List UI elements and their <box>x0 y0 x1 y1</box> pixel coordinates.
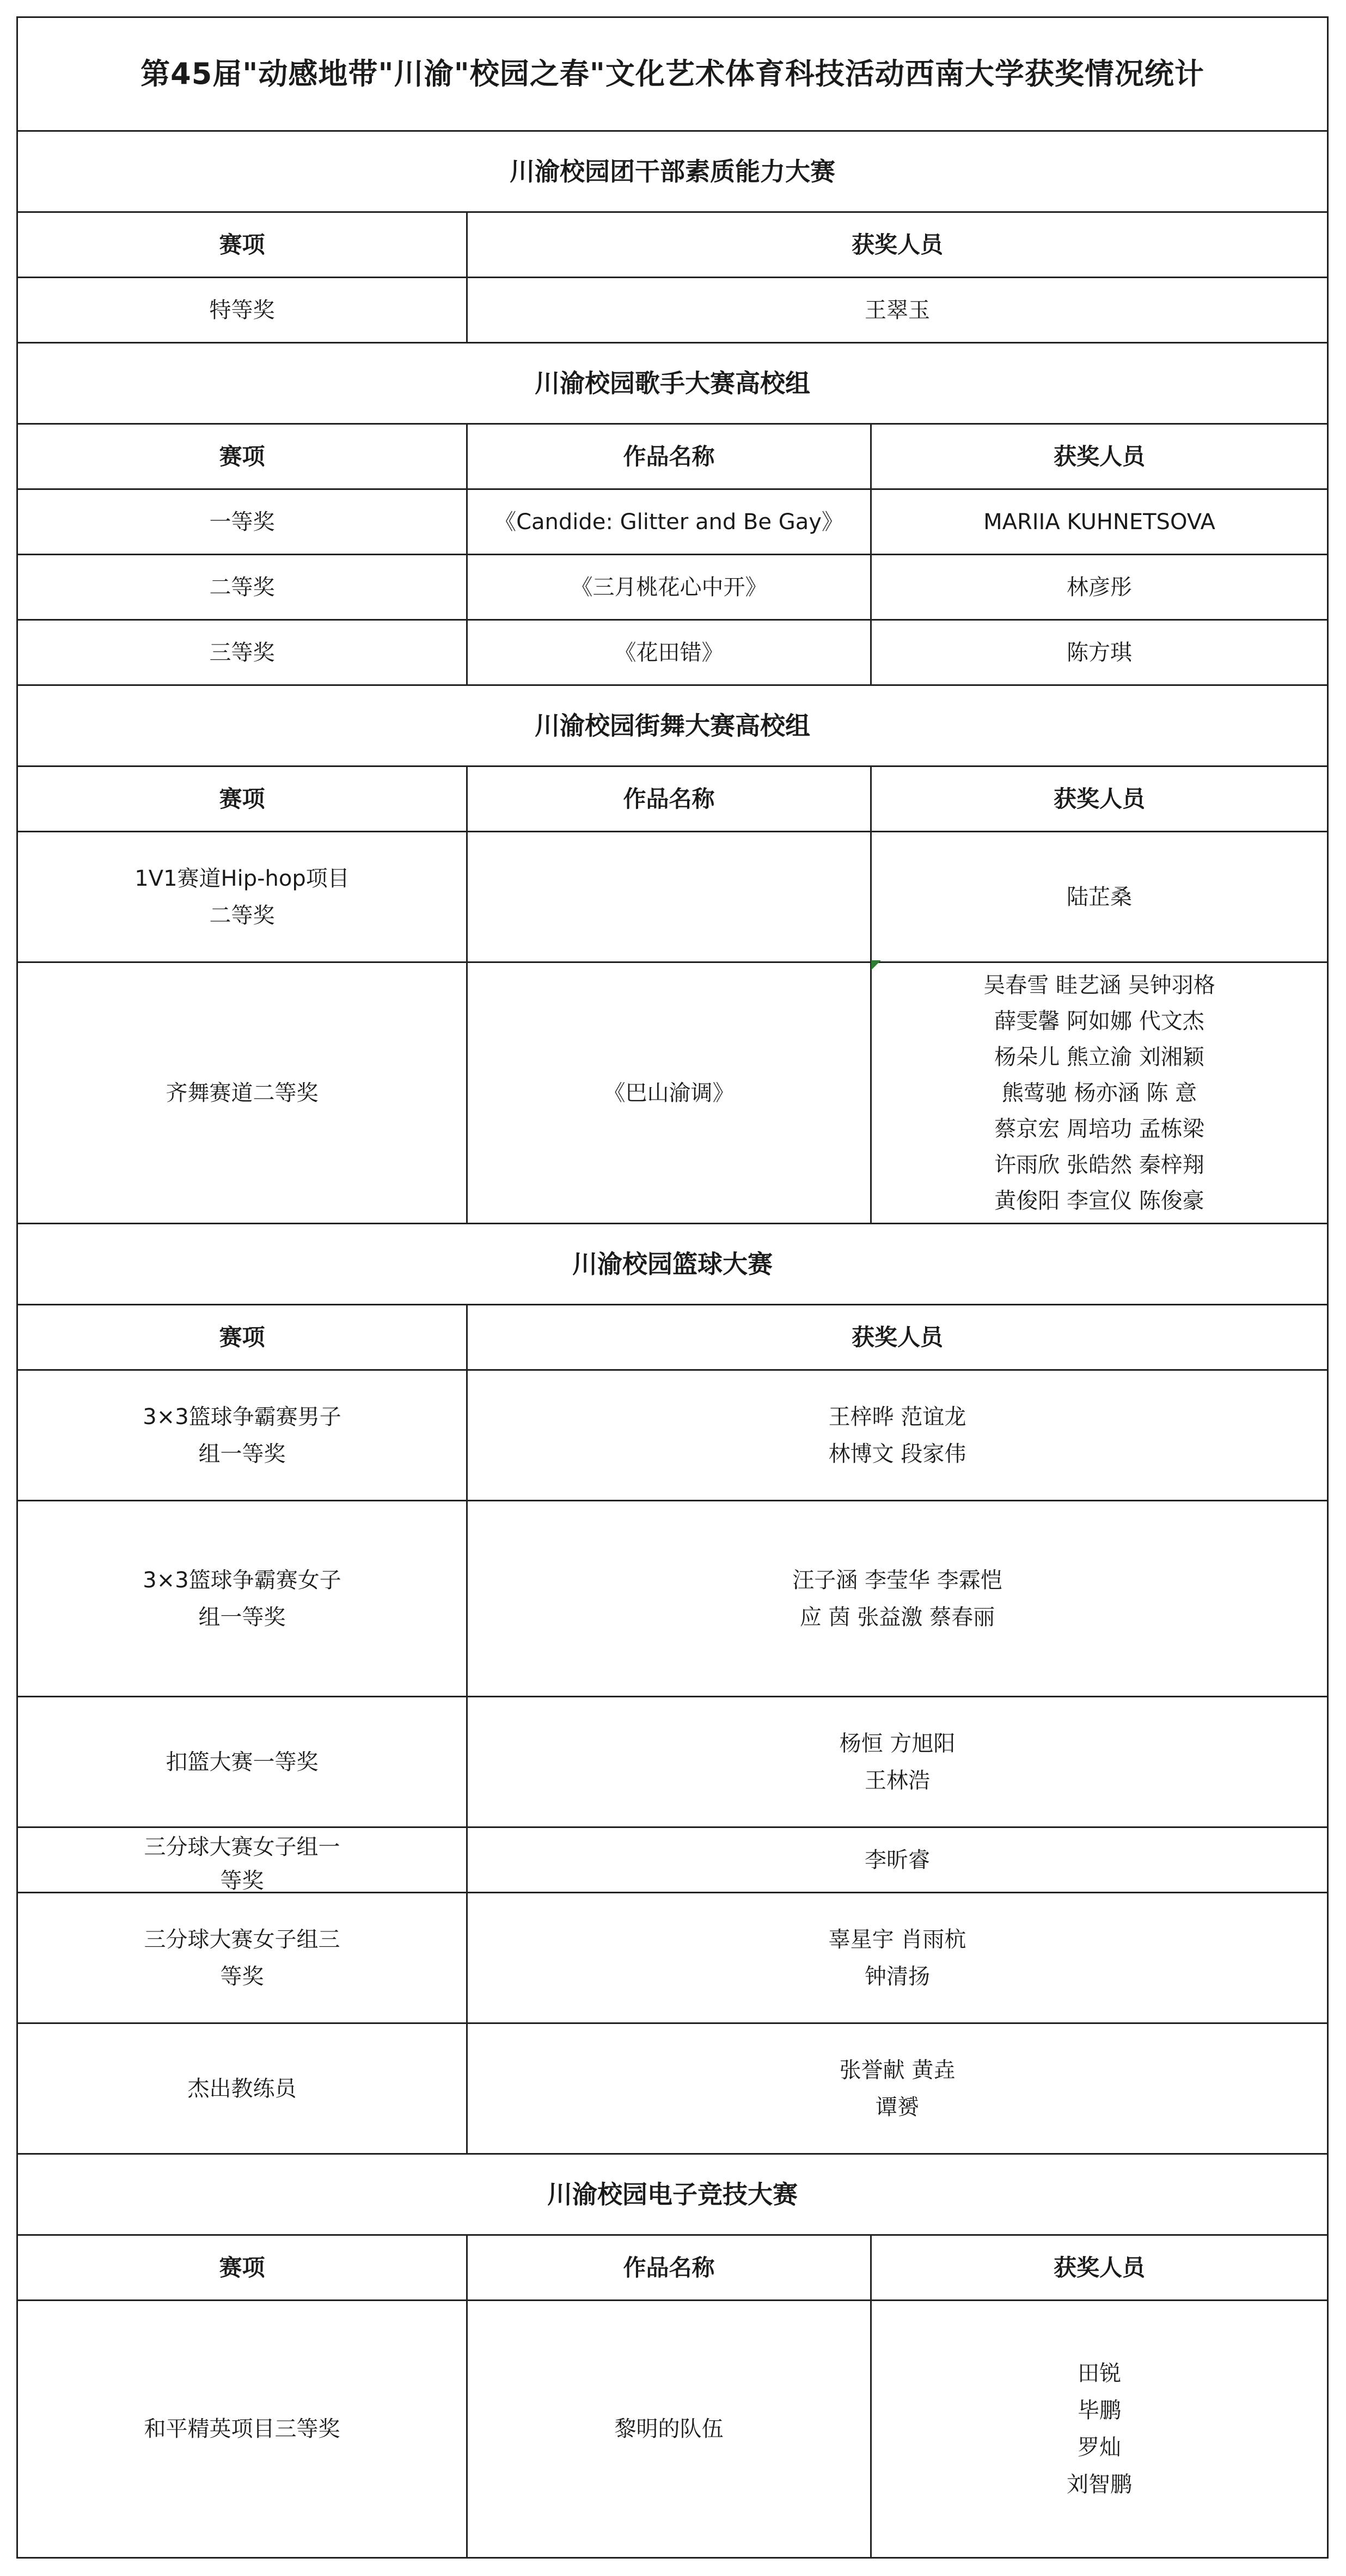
section-header-row <box>18 2155 1327 2236</box>
winners-cell: MARIIA KUHNETSOVA <box>870 490 1327 554</box>
cell-comment-marker-icon <box>871 960 881 970</box>
winners-cell: 杨恒 方旭阳 王林浩 <box>466 1697 1327 1826</box>
section-title: 川渝校园街舞大赛高校组 <box>535 711 810 740</box>
section-title: 川渝校园歌手大赛高校组 <box>535 369 810 398</box>
table-row <box>18 1893 1327 2024</box>
winners-cell: 林彦彤 <box>870 555 1327 619</box>
event-cell: 三等奖 <box>209 640 275 665</box>
table-title-row <box>18 18 1327 132</box>
column-header-winners: 获奖人员 <box>466 213 1327 277</box>
column-header-winners: 获奖人员 <box>870 425 1327 488</box>
column-header-event: 赛项 <box>219 785 265 812</box>
table-row <box>18 1828 1327 1893</box>
event-cell: 特等奖 <box>209 297 275 323</box>
event-cell: 3×3篮球争霸赛女子 组一等奖 <box>143 1567 341 1630</box>
section-title: 川渝校园团干部素质能力大赛 <box>510 157 835 186</box>
column-header-row <box>18 213 1327 278</box>
column-header-event: 赛项 <box>219 1323 265 1351</box>
event-cell: 1V1赛道Hip-hop项目 二等奖 <box>134 866 350 928</box>
table-row <box>18 621 1327 686</box>
winners-cell: 汪子涵 李莹华 李霖恺 应 茵 张益激 蔡春丽 <box>466 1501 1327 1696</box>
table-row <box>18 278 1327 344</box>
table-row <box>18 555 1327 621</box>
event-cell: 二等奖 <box>209 574 275 600</box>
column-header-row <box>18 425 1327 490</box>
event-cell: 扣篮大赛一等奖 <box>166 1749 319 1775</box>
event-cell: 三分球大赛女子组一 等奖 <box>144 1835 340 1892</box>
event-cell: 齐舞赛道二等奖 <box>166 1080 319 1106</box>
event-cell: 和平精英项目三等奖 <box>144 2416 340 2442</box>
section-title: 川渝校园电子竞技大赛 <box>547 2180 798 2209</box>
section-header-row <box>18 132 1327 213</box>
event-cell: 杰出教练员 <box>187 2076 297 2101</box>
winners-cell: 陈方琪 <box>870 621 1327 684</box>
winners-cell: 陆芷桑 <box>870 832 1327 961</box>
award-table <box>16 16 1329 2559</box>
column-header-row <box>18 1305 1327 1371</box>
section-header-row <box>18 344 1327 425</box>
column-header-row <box>18 767 1327 832</box>
work-cell: 黎明的队伍 <box>466 2301 870 2557</box>
column-header-winners: 获奖人员 <box>466 1305 1327 1369</box>
column-header-winners: 获奖人员 <box>870 767 1327 831</box>
column-header-event: 赛项 <box>219 2254 265 2281</box>
table-row <box>18 832 1327 963</box>
work-cell: 《三月桃花心中开》 <box>466 555 870 619</box>
event-cell: 三分球大赛女子组三 等奖 <box>144 1927 340 1989</box>
section-header-row <box>18 1224 1327 1305</box>
work-cell: 《花田错》 <box>466 621 870 684</box>
winners-cell: 辜星宇 肖雨杭 钟清扬 <box>466 1893 1327 2022</box>
event-cell: 一等奖 <box>209 509 275 535</box>
column-header-work: 作品名称 <box>466 767 870 831</box>
winners-cell: 张誉献 黄垚 谭赟 <box>466 2024 1327 2153</box>
column-header-event: 赛项 <box>219 443 265 470</box>
section-header-row <box>18 686 1327 767</box>
table-row <box>18 1697 1327 1828</box>
column-header-work: 作品名称 <box>466 2236 870 2299</box>
table-row <box>18 2024 1327 2155</box>
event-cell: 3×3篮球争霸赛男子 组一等奖 <box>143 1404 341 1467</box>
table-row <box>18 1371 1327 1501</box>
column-header-event: 赛项 <box>219 231 265 258</box>
column-header-row <box>18 2236 1327 2301</box>
page-title: 第45届"动感地带"川渝"校园之春"文化艺术体育科技活动西南大学获奖情况统计 <box>140 57 1204 91</box>
winners-cell: 田锐 毕鹏 罗灿 刘智鹏 <box>870 2301 1327 2557</box>
table-row <box>18 2301 1327 2557</box>
table-row <box>18 963 1327 1224</box>
column-header-winners: 获奖人员 <box>870 2236 1327 2299</box>
winners-cell: 王翠玉 <box>466 278 1327 342</box>
column-header-work: 作品名称 <box>466 425 870 488</box>
work-cell: 《Candide: Glitter and Be Gay》 <box>466 490 870 554</box>
winners-cell: 王梓晔 范谊龙 林博文 段家伟 <box>466 1371 1327 1500</box>
winners-cell: 李昕睿 <box>466 1828 1327 1892</box>
table-row <box>18 1501 1327 1697</box>
work-cell: 《巴山渝调》 <box>466 963 870 1223</box>
work-cell <box>466 832 870 961</box>
winners-cell: 吴春雪 眭艺涵 吴钟羽格 薛雯馨 阿如娜 代文杰 杨朵儿 熊立渝 刘湘颖 熊莺驰 杨亦涵 陈 意 蔡京宏 周培功 孟栋梁 许雨欣 张皓然 秦梓翔 黄俊阳 李宣仪 陈俊豪 <box>870 963 1327 1223</box>
section-title: 川渝校园篮球大赛 <box>572 1249 773 1279</box>
table-row <box>18 490 1327 555</box>
